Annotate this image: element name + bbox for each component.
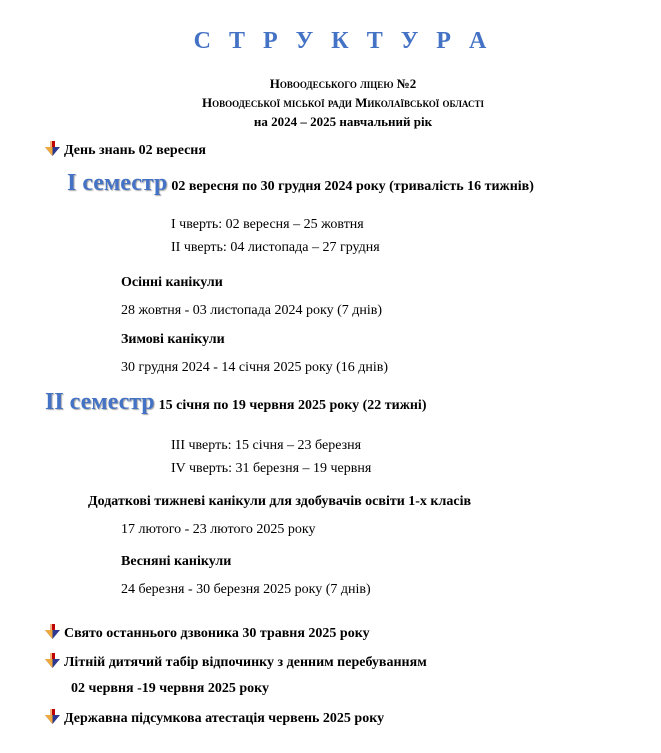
last-bell-text: Свято останнього дзвоника 30 травня 2025 року <box>64 626 370 641</box>
camp-dates: 02 червня -19 червня 2025 року <box>71 681 270 696</box>
quarter-2: ІІ чверть: 04 листопада – 27 грудня <box>171 240 380 255</box>
spring-holidays-title: Весняні канікули <box>121 554 232 569</box>
camp-item <box>45 653 427 671</box>
quarter-4: ІV чверть: 31 березня – 19 червня <box>171 461 372 476</box>
knowledge-day-text: День знань 02 вересня <box>64 143 206 158</box>
document-title: С Т Р У К Т У Р А <box>193 28 493 54</box>
semester-2-row <box>45 389 427 416</box>
semester-1-dates: 02 вересня по 30 грудня 2024 року (тривалість 16 тижнів) <box>171 179 534 194</box>
semester-1-row <box>67 170 534 197</box>
spring-holidays-dates: 24 березня - 30 березня 2025 року (7 днів) <box>121 582 371 597</box>
camp-title: Літній дитячий табір відпочинку з денним перебуванням <box>64 655 427 670</box>
header-line-1: Новоодеського ліцею №2 <box>269 76 417 91</box>
winter-holidays-dates: 30 грудня 2024 - 14 січня 2025 року (16 днів) <box>121 360 389 375</box>
bullet-arrow-icon <box>45 653 60 668</box>
attestation-item <box>45 709 384 727</box>
header-line-2: Новоодеської міської ради Миколаївської області <box>202 95 484 110</box>
header-line-3: на 2024 – 2025 навчальний рік <box>253 114 433 129</box>
extra-holidays-dates: 17 лютого - 23 лютого 2025 року <box>121 522 316 537</box>
bullet-arrow-icon <box>45 709 60 724</box>
quarter-1: І чверть: 02 вересня – 25 жовтня <box>171 217 364 232</box>
bullet-arrow-icon <box>45 624 60 639</box>
knowledge-day-item <box>45 141 206 159</box>
autumn-holidays-title: Осінні канікули <box>121 275 223 290</box>
autumn-holidays-dates: 28 жовтня - 03 листопада 2024 року (7 днів) <box>121 303 383 318</box>
attestation-text: Державна підсумкова атестація червень 2025 року <box>64 711 385 726</box>
quarter-3: ІІІ чверть: 15 січня – 23 березня <box>171 438 362 453</box>
semester-2-dates: 15 січня по 19 червня 2025 року (22 тижні) <box>158 398 427 413</box>
winter-holidays-title: Зимові канікули <box>121 332 225 347</box>
extra-holidays-title: Додаткові тижневі канікули для здобувачів освіти 1-х класів <box>88 494 472 509</box>
last-bell-item <box>45 624 370 642</box>
semester-2-label: ІІ семестр <box>45 389 155 415</box>
bullet-arrow-icon <box>45 141 60 156</box>
semester-1-label: І семестр <box>67 170 168 196</box>
